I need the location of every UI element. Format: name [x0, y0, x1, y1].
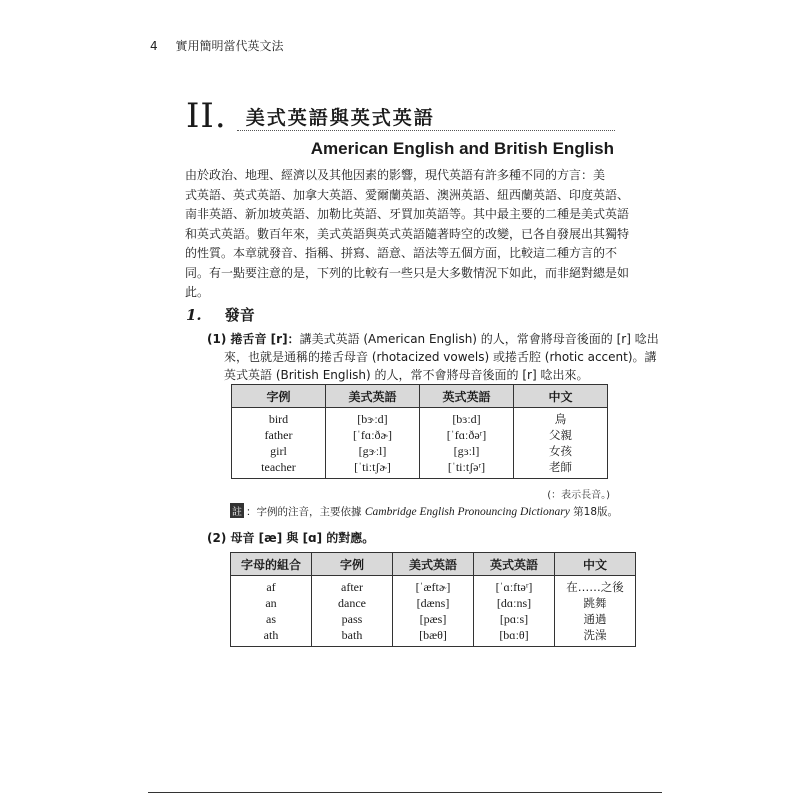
- table-header-cell: 美式英語: [393, 553, 474, 576]
- table-row: [231, 627, 636, 647]
- note-label: 註: [230, 503, 244, 518]
- table-header-cell: 英式英語: [420, 385, 514, 408]
- table-header-cell: 中文: [514, 385, 608, 408]
- book-title: 實用簡明當代英文法: [175, 39, 284, 53]
- table-cell: [bæθ]: [393, 627, 474, 647]
- table-cell: an: [231, 595, 312, 611]
- table-row: [231, 576, 636, 596]
- table-row: [232, 443, 608, 459]
- table-header-cell: 字例: [232, 385, 326, 408]
- table-cell: [pɑːs]: [474, 611, 555, 627]
- item-vowel-heading: (2) 母音 [æ] 與 [ɑ] 的對應。: [207, 531, 375, 545]
- intro-line: 和英式英語。數百年來，美式英語與英式英語隨著時空的改變，已各自發展出其獨特: [185, 226, 630, 241]
- table-cell: [gɝːl]: [326, 443, 420, 459]
- table-row: [231, 611, 636, 627]
- table-header-cell: 中文: [555, 553, 636, 576]
- table-row: [232, 459, 608, 479]
- note: [230, 503, 618, 519]
- note-edition: 第18版。: [569, 506, 619, 518]
- table-header-cell: 美式英語: [326, 385, 420, 408]
- table-cell: bath: [312, 627, 393, 647]
- item-rhotic-line-1: [207, 330, 659, 348]
- table-header-row: [232, 385, 608, 408]
- table-cell: as: [231, 611, 312, 627]
- page-number: 4: [150, 39, 158, 53]
- table-cell: 鳥: [514, 408, 608, 428]
- intro-line: 由於政治、地理、經濟以及其他因素的影響，現代英語有許多種不同的方言：美: [185, 168, 606, 182]
- note-book-title: Cambridge English Pronouncing Dictionary: [364, 506, 570, 518]
- subsection-heading: [186, 304, 255, 325]
- intro-paragraph: [185, 166, 630, 303]
- section-title-zh: 美式英語與英式英語: [245, 106, 435, 129]
- intro-line: 此。: [185, 285, 210, 299]
- table-cell: [bɑːθ]: [474, 627, 555, 647]
- table-row: [232, 427, 608, 443]
- table-cell: pass: [312, 611, 393, 627]
- bottom-rule: [148, 792, 662, 793]
- section-roman-numeral: II.: [186, 96, 227, 136]
- subsection-title: 發音: [224, 306, 255, 324]
- table-cell: bird: [232, 408, 326, 428]
- subsection-number: 1.: [186, 306, 202, 324]
- table-cell: girl: [232, 443, 326, 459]
- item-vowel: [207, 529, 617, 547]
- table-cell: teacher: [232, 459, 326, 479]
- section-dotted-rule: [237, 130, 615, 131]
- item-rhotic-line-2: 來，也就是通稱的捲舌母音 (rhotacized vowels) 或捲舌腔 (rhotic accent)。講: [224, 350, 657, 364]
- table-cell: father: [232, 427, 326, 443]
- table-row: [231, 595, 636, 611]
- intro-line: 的性質。本章就發音、指稱、拼寫、語意、語法等五個方面，比較這二種方言的不: [185, 246, 618, 260]
- table-header-cell: 字例: [312, 553, 393, 576]
- table-cell: 老師: [514, 459, 608, 479]
- table-row: [232, 408, 608, 428]
- table-cell: dance: [312, 595, 393, 611]
- table-cell: 跳舞: [555, 595, 636, 611]
- table-cell: af: [231, 576, 312, 596]
- table-cell: 在……之後: [555, 576, 636, 596]
- intro-line: 南非英語、新加坡英語、加勒比英語、牙買加英語等。其中最主要的二種是美式英語: [185, 207, 630, 221]
- table-caption: (：表示長音。): [547, 490, 610, 501]
- vowel-table: [230, 552, 636, 647]
- table-cell: [ˈtiːtʃəʳ]: [420, 459, 514, 479]
- section-title-en: American English and British English: [310, 139, 614, 158]
- note-text: ：字例的注音，主要依據: [246, 506, 365, 518]
- table-cell: [ˈɑːftəʳ]: [474, 576, 555, 596]
- table-cell: [gɜːl]: [420, 443, 514, 459]
- intro-line: 同。有一點要注意的是，下列的比較有一些只是大多數情況下如此，而非絕對總是如: [185, 265, 630, 280]
- item-rhotic-line-3: 英式英語 (British English) 的人，常不會將母音後面的 [r] 唸出來。: [224, 368, 589, 382]
- intro-line: 式英語、英式英語、加拿大英語、愛爾蘭英語、澳洲英語、紐西蘭英語、印度英語、: [185, 187, 630, 202]
- table-header-cell: 英式英語: [474, 553, 555, 576]
- table-cell: [dæns]: [393, 595, 474, 611]
- table-cell: 洗澡: [555, 627, 636, 647]
- item-rhotic: [207, 330, 659, 384]
- table-header-row: [231, 553, 636, 576]
- running-header: [150, 37, 283, 54]
- table-cell: [ˈtiːtʃɚ]: [326, 459, 420, 479]
- table-cell: [bɜːd]: [420, 408, 514, 428]
- table-cell: after: [312, 576, 393, 596]
- table-cell: [bɝːd]: [326, 408, 420, 428]
- item-rhotic-heading: (1) 捲舌音 [r]：: [207, 332, 300, 346]
- table-cell: 父親: [514, 427, 608, 443]
- table-cell: [dɑːns]: [474, 595, 555, 611]
- table-cell: [pæs]: [393, 611, 474, 627]
- item-rhotic-text: 講美式英語 (American English) 的人，常會將母音後面的 [r] 唸出: [299, 332, 659, 346]
- table-cell: 通過: [555, 611, 636, 627]
- table-cell: ath: [231, 627, 312, 647]
- table-cell: [ˈæftɚ]: [393, 576, 474, 596]
- table-cell: 女孩: [514, 443, 608, 459]
- table-cell: [ˈfɑːðəʳ]: [420, 427, 514, 443]
- rhotic-table: [231, 384, 608, 479]
- table-cell: [ˈfɑːðɚ]: [326, 427, 420, 443]
- table-header-cell: 字母的組合: [231, 553, 312, 576]
